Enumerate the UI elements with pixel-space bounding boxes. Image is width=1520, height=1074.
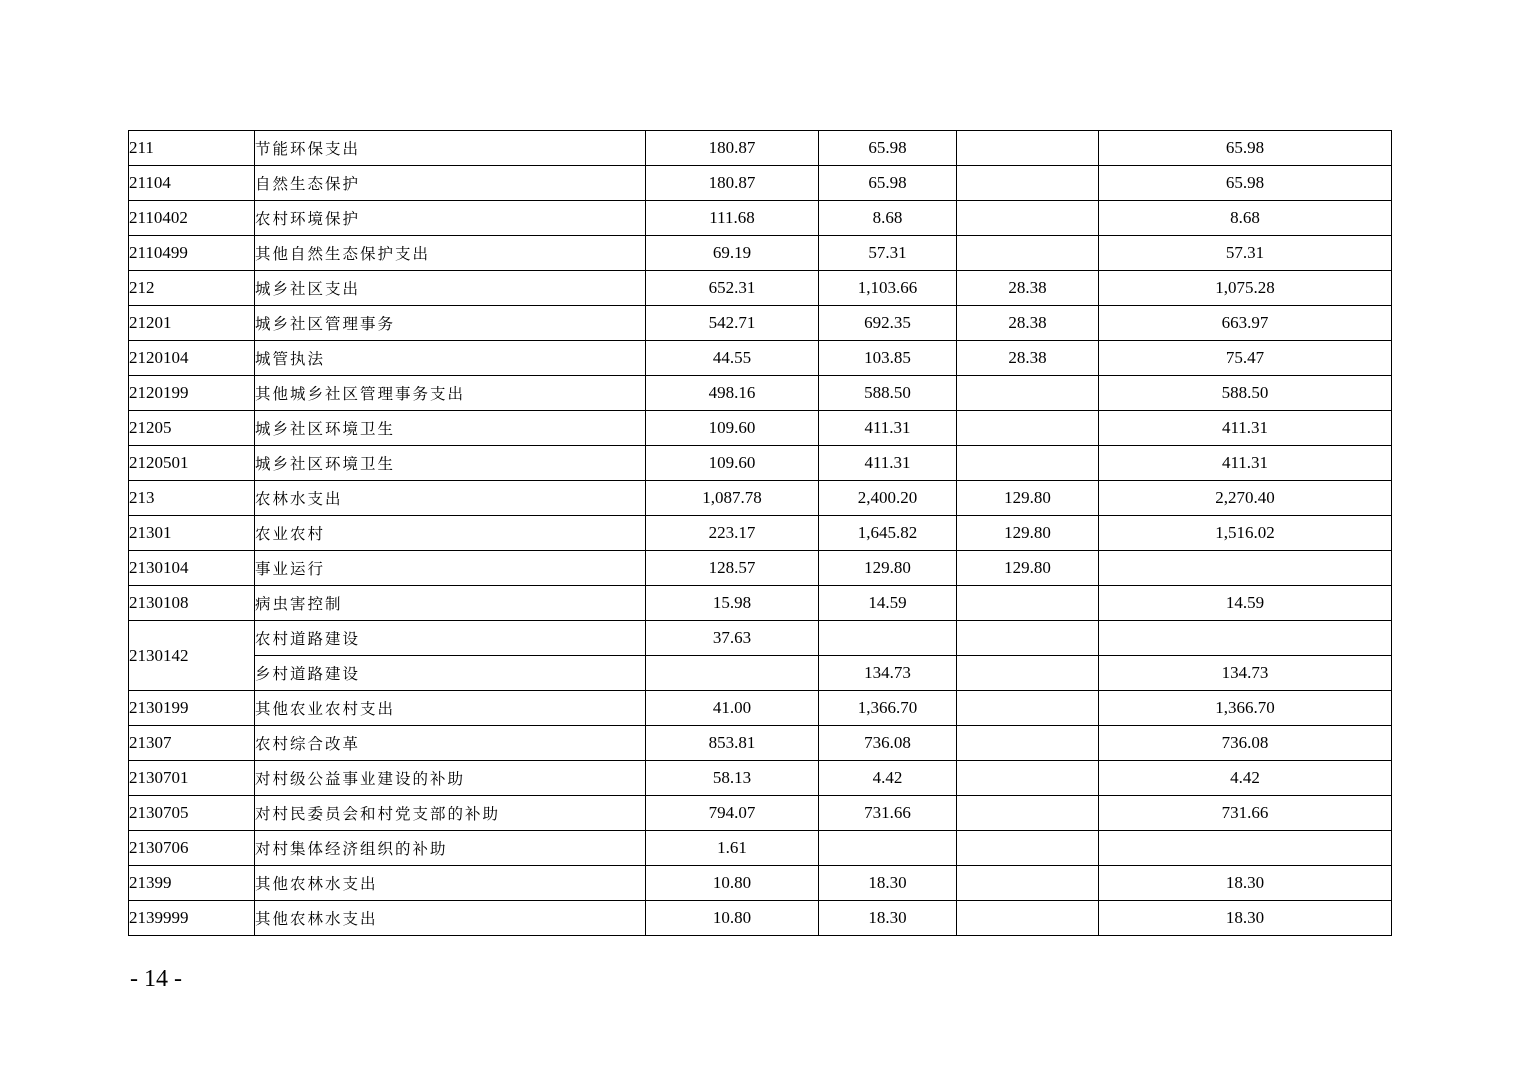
row-value-4: 18.30 <box>1099 901 1392 936</box>
row-value-4: 1,516.02 <box>1099 516 1392 551</box>
row-value-4: 411.31 <box>1099 446 1392 481</box>
row-value-2: 2,400.20 <box>819 481 957 516</box>
row-value-2: 411.31 <box>819 446 957 481</box>
row-value-2: 4.42 <box>819 761 957 796</box>
row-value-4: 2,270.40 <box>1099 481 1392 516</box>
row-value-4: 134.73 <box>1099 656 1392 691</box>
row-value-1: 111.68 <box>646 201 819 236</box>
row-name: 城乡社区管理事务 <box>255 306 646 341</box>
row-code: 2130705 <box>129 796 255 831</box>
table-row <box>129 341 1392 376</box>
row-value-4: 1,075.28 <box>1099 271 1392 306</box>
row-value-2: 65.98 <box>819 166 957 201</box>
row-value-1: 542.71 <box>646 306 819 341</box>
row-name: 城乡社区环境卫生 <box>255 411 646 446</box>
row-value-2: 57.31 <box>819 236 957 271</box>
row-value-2: 18.30 <box>819 901 957 936</box>
row-value-4: 4.42 <box>1099 761 1392 796</box>
row-value-1 <box>646 656 819 691</box>
table-row <box>129 586 1392 621</box>
row-value-2: 8.68 <box>819 201 957 236</box>
row-name: 城乡社区环境卫生 <box>255 446 646 481</box>
table-row <box>129 726 1392 761</box>
table-row <box>129 691 1392 726</box>
table-row <box>129 376 1392 411</box>
row-code: 21399 <box>129 866 255 901</box>
row-value-4 <box>1099 551 1392 586</box>
row-code: 2120199 <box>129 376 255 411</box>
row-value-1: 652.31 <box>646 271 819 306</box>
table-row <box>129 901 1392 936</box>
row-name: 农村环境保护 <box>255 201 646 236</box>
table-row <box>129 306 1392 341</box>
row-value-4: 8.68 <box>1099 201 1392 236</box>
row-code: 2130706 <box>129 831 255 866</box>
row-value-1: 109.60 <box>646 411 819 446</box>
row-value-2: 129.80 <box>819 551 957 586</box>
row-value-4: 411.31 <box>1099 411 1392 446</box>
row-code: 21104 <box>129 166 255 201</box>
row-value-3 <box>957 376 1099 411</box>
row-value-3 <box>957 901 1099 936</box>
row-value-1: 1.61 <box>646 831 819 866</box>
row-value-4: 65.98 <box>1099 131 1392 166</box>
row-name: 事业运行 <box>255 551 646 586</box>
row-name: 农村道路建设 <box>255 621 646 656</box>
row-value-3 <box>957 166 1099 201</box>
row-value-3 <box>957 411 1099 446</box>
table-row <box>129 656 1392 691</box>
row-value-1: 15.98 <box>646 586 819 621</box>
row-value-2 <box>819 621 957 656</box>
row-value-4: 75.47 <box>1099 341 1392 376</box>
row-value-3 <box>957 831 1099 866</box>
row-value-1: 498.16 <box>646 376 819 411</box>
row-name: 其他农林水支出 <box>255 901 646 936</box>
row-name: 乡村道路建设 <box>255 656 646 691</box>
row-value-3 <box>957 446 1099 481</box>
row-value-2: 1,103.66 <box>819 271 957 306</box>
row-value-2: 411.31 <box>819 411 957 446</box>
row-value-3: 28.38 <box>957 271 1099 306</box>
table-row <box>129 621 1392 656</box>
table-row <box>129 796 1392 831</box>
row-value-3: 129.80 <box>957 481 1099 516</box>
row-value-3 <box>957 796 1099 831</box>
row-name: 节能环保支出 <box>255 131 646 166</box>
row-value-4: 663.97 <box>1099 306 1392 341</box>
row-value-4 <box>1099 831 1392 866</box>
row-code: 213 <box>129 481 255 516</box>
row-value-4: 57.31 <box>1099 236 1392 271</box>
row-value-3 <box>957 236 1099 271</box>
table-row <box>129 271 1392 306</box>
row-value-1: 180.87 <box>646 131 819 166</box>
row-code: 2130142 <box>129 621 255 691</box>
row-value-4 <box>1099 621 1392 656</box>
row-value-2: 736.08 <box>819 726 957 761</box>
row-value-4: 14.59 <box>1099 586 1392 621</box>
table-row <box>129 446 1392 481</box>
table-row <box>129 166 1392 201</box>
row-value-2: 103.85 <box>819 341 957 376</box>
row-value-2: 588.50 <box>819 376 957 411</box>
row-value-2: 1,366.70 <box>819 691 957 726</box>
row-code: 211 <box>129 131 255 166</box>
table-row <box>129 866 1392 901</box>
row-code: 21301 <box>129 516 255 551</box>
row-value-1: 69.19 <box>646 236 819 271</box>
row-name: 城乡社区支出 <box>255 271 646 306</box>
row-code: 212 <box>129 271 255 306</box>
page-number: - 14 - <box>130 966 182 992</box>
row-value-4: 731.66 <box>1099 796 1392 831</box>
row-value-3: 129.80 <box>957 516 1099 551</box>
budget-table <box>128 130 1392 936</box>
row-code: 2120104 <box>129 341 255 376</box>
table-row <box>129 131 1392 166</box>
row-value-3 <box>957 866 1099 901</box>
row-value-2: 692.35 <box>819 306 957 341</box>
row-name: 对村民委员会和村党支部的补助 <box>255 796 646 831</box>
row-value-1: 794.07 <box>646 796 819 831</box>
row-value-3 <box>957 131 1099 166</box>
row-value-1: 223.17 <box>646 516 819 551</box>
row-value-2 <box>819 831 957 866</box>
table-row <box>129 761 1392 796</box>
row-value-4: 65.98 <box>1099 166 1392 201</box>
row-value-2: 65.98 <box>819 131 957 166</box>
row-value-1: 58.13 <box>646 761 819 796</box>
row-code: 21205 <box>129 411 255 446</box>
table-row <box>129 411 1392 446</box>
row-value-1: 1,087.78 <box>646 481 819 516</box>
row-value-3 <box>957 586 1099 621</box>
row-value-3: 129.80 <box>957 551 1099 586</box>
row-value-1: 41.00 <box>646 691 819 726</box>
row-value-1: 109.60 <box>646 446 819 481</box>
row-code: 2120501 <box>129 446 255 481</box>
row-value-2: 731.66 <box>819 796 957 831</box>
row-name: 城管执法 <box>255 341 646 376</box>
row-name: 其他城乡社区管理事务支出 <box>255 376 646 411</box>
table-row <box>129 201 1392 236</box>
row-value-1: 10.80 <box>646 901 819 936</box>
row-value-1: 44.55 <box>646 341 819 376</box>
row-code: 21307 <box>129 726 255 761</box>
row-value-1: 37.63 <box>646 621 819 656</box>
row-value-1: 853.81 <box>646 726 819 761</box>
row-value-4: 1,366.70 <box>1099 691 1392 726</box>
row-name: 其他自然生态保护支出 <box>255 236 646 271</box>
row-code: 2110499 <box>129 236 255 271</box>
row-name: 农林水支出 <box>255 481 646 516</box>
table-row <box>129 236 1392 271</box>
row-code: 2130199 <box>129 691 255 726</box>
row-value-4: 736.08 <box>1099 726 1392 761</box>
row-name: 病虫害控制 <box>255 586 646 621</box>
row-code: 2130701 <box>129 761 255 796</box>
row-value-3: 28.38 <box>957 306 1099 341</box>
table-row <box>129 516 1392 551</box>
row-value-3 <box>957 621 1099 656</box>
row-value-2: 1,645.82 <box>819 516 957 551</box>
row-value-2: 14.59 <box>819 586 957 621</box>
row-value-3 <box>957 726 1099 761</box>
row-name: 农村综合改革 <box>255 726 646 761</box>
row-value-4: 588.50 <box>1099 376 1392 411</box>
row-value-3 <box>957 656 1099 691</box>
row-value-3 <box>957 691 1099 726</box>
row-name: 对村集体经济组织的补助 <box>255 831 646 866</box>
table-row <box>129 551 1392 586</box>
row-value-3: 28.38 <box>957 341 1099 376</box>
row-name: 自然生态保护 <box>255 166 646 201</box>
row-name: 对村级公益事业建设的补助 <box>255 761 646 796</box>
row-value-2: 134.73 <box>819 656 957 691</box>
table-row <box>129 831 1392 866</box>
row-code: 21201 <box>129 306 255 341</box>
row-name: 农业农村 <box>255 516 646 551</box>
row-value-2: 18.30 <box>819 866 957 901</box>
row-value-3 <box>957 201 1099 236</box>
row-code: 2110402 <box>129 201 255 236</box>
row-code: 2130104 <box>129 551 255 586</box>
row-name: 其他农业农村支出 <box>255 691 646 726</box>
table-row <box>129 481 1392 516</box>
row-name: 其他农林水支出 <box>255 866 646 901</box>
row-code: 2139999 <box>129 901 255 936</box>
row-value-4: 18.30 <box>1099 866 1392 901</box>
row-value-3 <box>957 761 1099 796</box>
row-value-1: 180.87 <box>646 166 819 201</box>
row-value-1: 10.80 <box>646 866 819 901</box>
row-code: 2130108 <box>129 586 255 621</box>
row-value-1: 128.57 <box>646 551 819 586</box>
